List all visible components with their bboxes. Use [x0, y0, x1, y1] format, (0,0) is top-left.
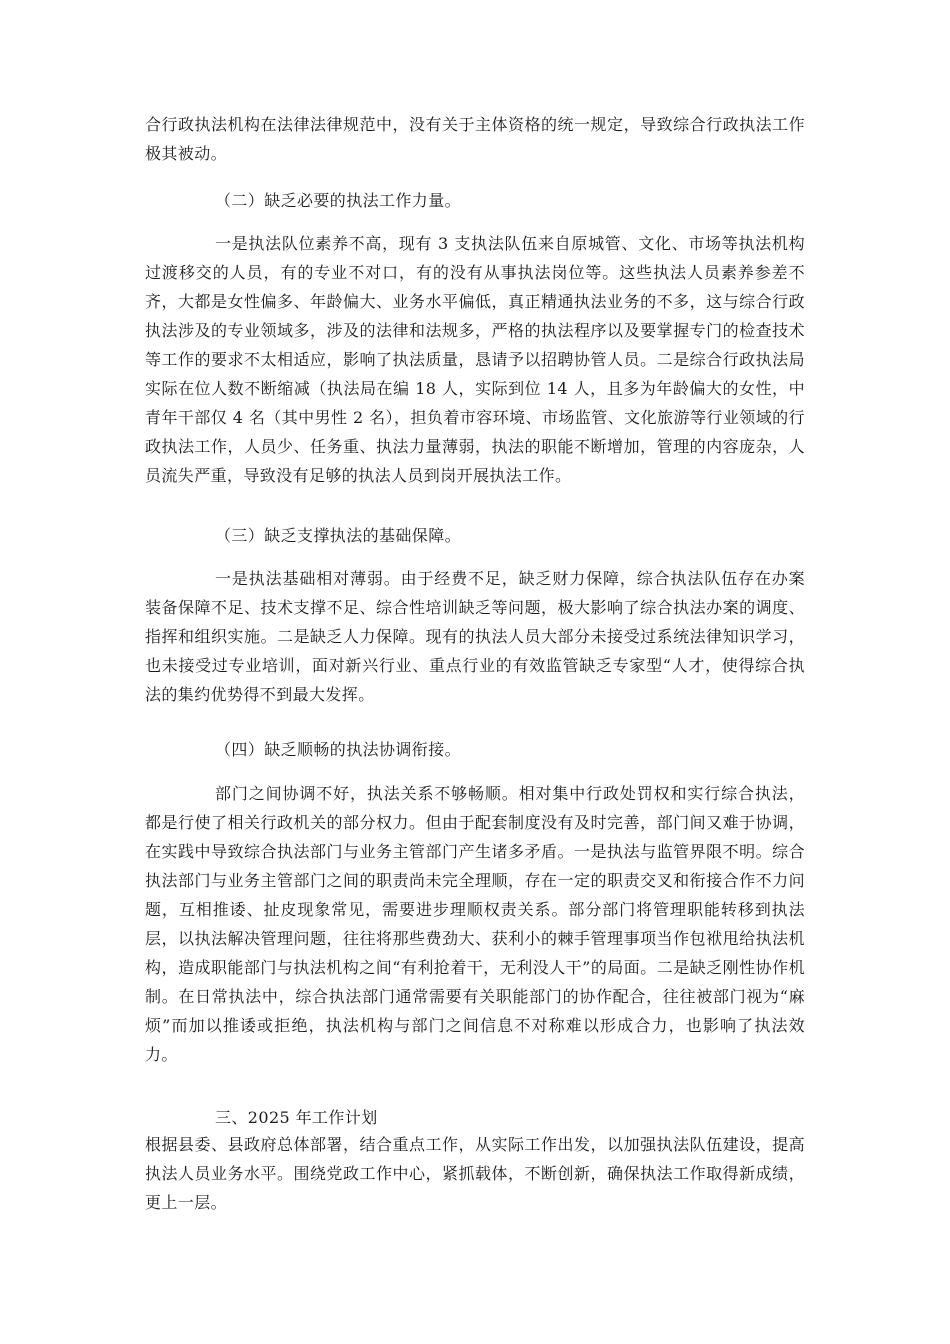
heading-5: 三、2025 年工作计划	[215, 1108, 378, 1127]
paragraph-2: 一是执法队位素养不高，现有 3 支执法队伍来自原城管、文化、市场等执法机构过渡移交的人员，有的专业不对口，有的没有从事执法岗位等。这些执法人员素养参差不齐，大都是女性偏多、年龄偏大、业务水平偏低，真正精通执法业务的不多，这与综合行政执法涉及的专业领域多，涉及的法律和法规多，严格的执法程序以及要掌握专门的检查技术等工作的要求不太相适应，影响了执法质量，恳请予以招聘协管人员。二是综合行政执法局实际在位人数不断缩减（执法局在编 18 人，实际到位 14 人，且多为年龄偏大的女性，中青年干部仅 4 名（其中男性 2 名），担负着市容环境、市场监管、文化旅游等行业领域的行政执法工作，人员少、任务重、执法力量薄弱，执法的职能不断增加，管理的内容庞杂，人员流失严重，导致没有足够的执法人员到岗开展执法工作。	[145, 234, 805, 485]
paragraph-5: 根据县委、县政府总体部署，结合重点工作，从实际工作出发，以加强执法队伍建设，提高执法人员业务水平。围绕党政工作中心，紧抓载体，不断创新，确保执法工作取得新成绩，更上一层。	[145, 1135, 805, 1212]
paragraph-4: 部门之间协调不好，执法关系不够畅顺。相对集中行政处罚权和实行综合执法，都是行使了相关行政机关的部分权力。但由于配套制度没有及时完善，部门间又难于协调，在实践中导致综合执法部门与业务主管部门产生诸多矛盾。一是执法与监管界限不明。综合执法部门与业务主管部门之间的职责尚未完全理顺，存在一定的职责交叉和衔接合作不力问题，互相推诿、扯皮现象常见，需要进步理顺权责关系。部分部门将管理职能转移到执法层，以执法解决管理问题，往往将那些费劲大、获利小的棘手管理事项当作包袱甩给执法机构，造成职能部门与执法机构之间“有利抢着干，无利没人干”的局面。二是缺乏刚性协作机制。在日常执法中，综合执法部门通常需要有关职能部门的协作配合，往往被部门视为“麻烦”而加以推诿或拒绝，执法机构与部门之间信息不对称难以形成合力，也影响了执法效力。	[145, 784, 805, 1064]
paragraph-1: 合行政执法机构在法律法律规范中，没有关于主体资格的统一规定，导致综合行政执法工作极其被动。	[145, 115, 805, 163]
heading-4: （四）缺乏顺畅的执法协调衔接。	[215, 740, 462, 759]
paragraph-3: 一是执法基础相对薄弱。由于经费不足，缺乏财力保障，综合执法队伍存在办案装备保障不足、技术支撑不足、综合性培训缺乏等问题，极大影响了综合执法办案的调度、指挥和组织实施。二是缺乏人力保障。现有的执法人员大部分未接受过系统法律知识学习，也未接受过专业培训，面对新兴行业、重点行业的有效监管缺乏专家型“人才，使得综合执法的集约优势得不到最大发挥。	[145, 569, 805, 704]
heading-3: （三）缺乏支撑执法的基础保障。	[215, 526, 462, 545]
heading-2: （二）缺乏必要的执法工作力量。	[215, 191, 462, 210]
